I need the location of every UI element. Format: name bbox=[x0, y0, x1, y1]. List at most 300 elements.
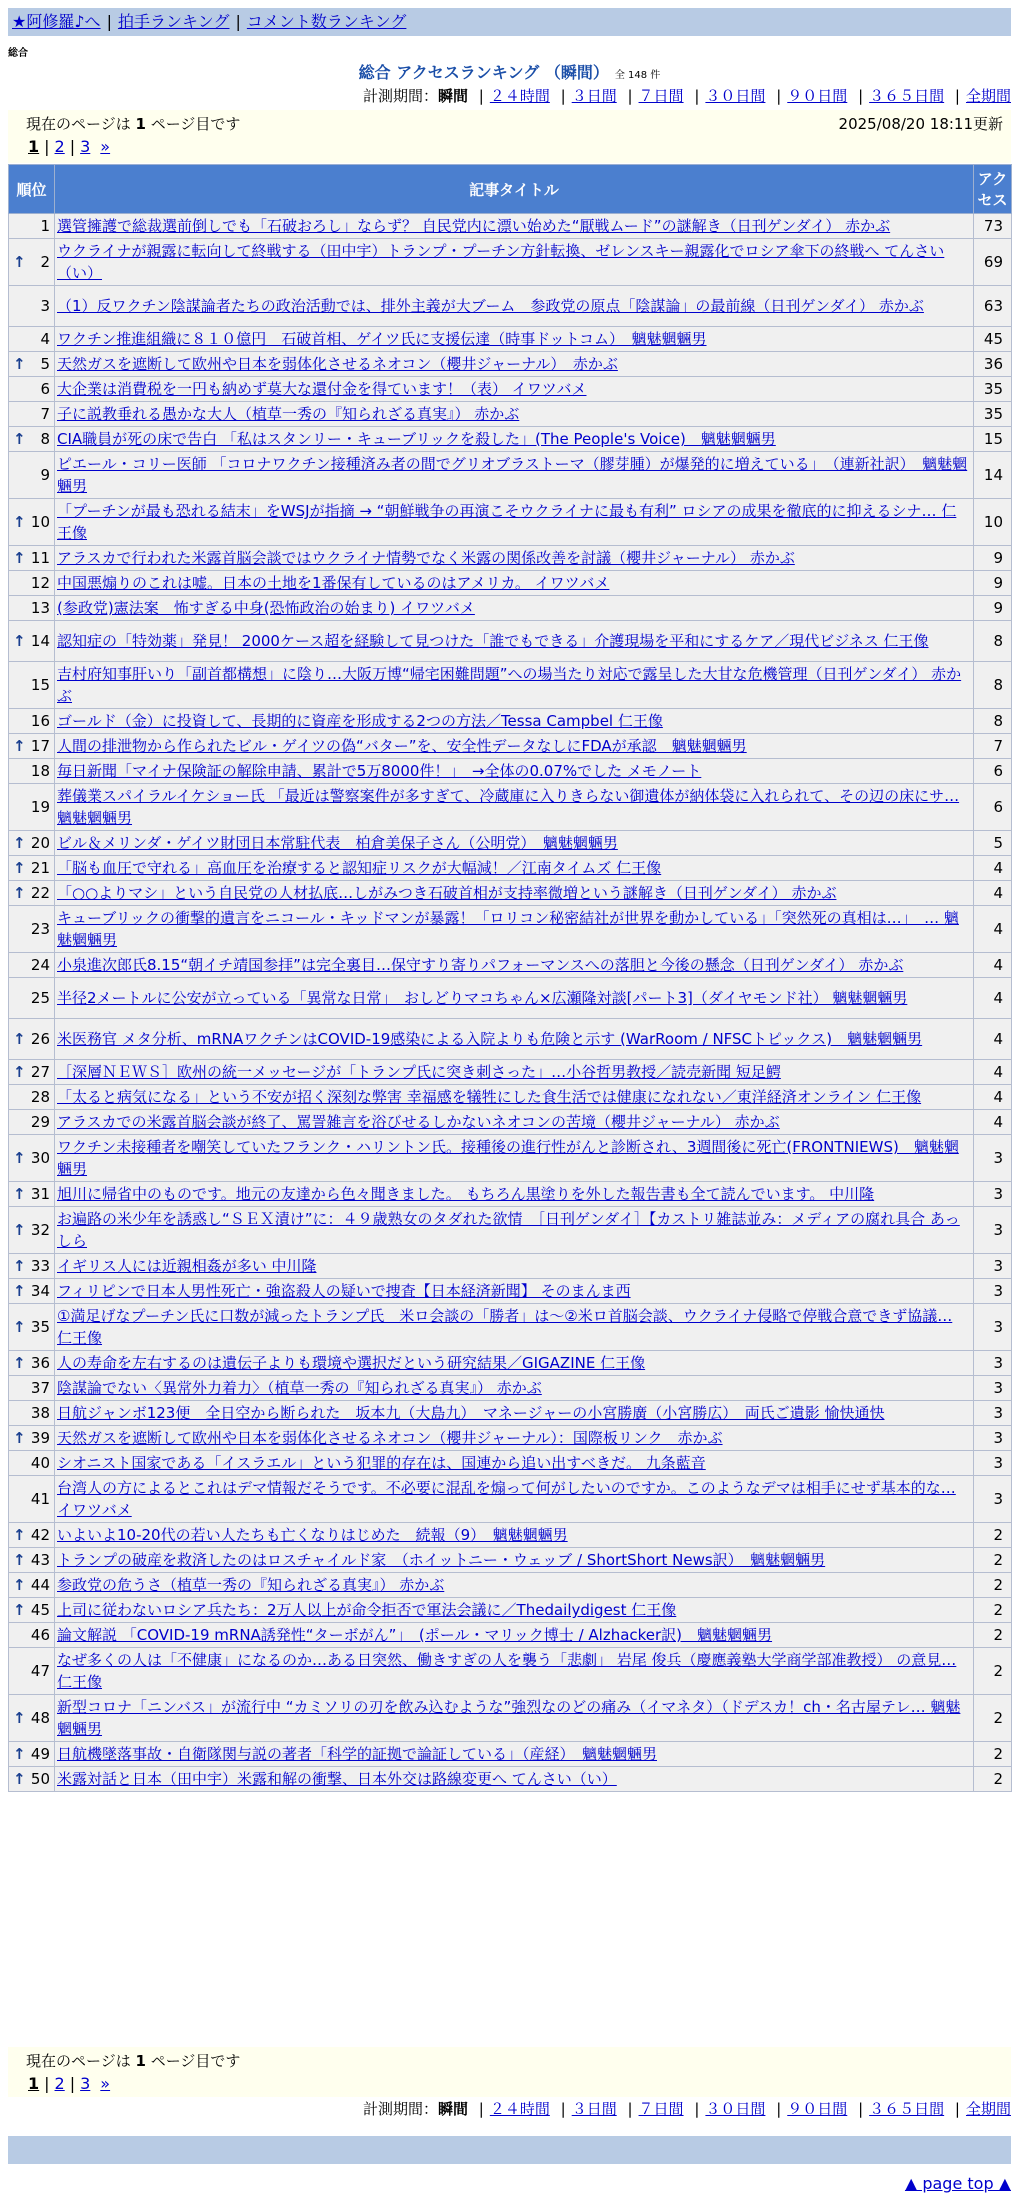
article-title-link[interactable]: 「太ると病気になる」という不安が招く深刻な弊害 幸福感を犠牲にした食生活では健康になれない／東洋経済オンライン 仁王像 bbox=[57, 1088, 922, 1106]
rank-number: 35 bbox=[30, 1318, 50, 1336]
rank-number: 23 bbox=[30, 920, 50, 938]
title-cell bbox=[55, 1695, 974, 1742]
page-title-text: 総合 アクセスランキング （瞬間） bbox=[358, 63, 609, 82]
access-count: 2 bbox=[974, 1623, 1012, 1648]
article-title-link[interactable]: いよいよ10-20代の若い人たちも亡くなりはじめた 続報（9） 魑魅魍魎男 bbox=[57, 1526, 568, 1544]
title-cell bbox=[55, 1182, 974, 1207]
rank-number: 36 bbox=[30, 1354, 50, 1372]
period-link-30d-bottom[interactable]: ３０日間 bbox=[705, 2100, 766, 2118]
page-top-link[interactable]: ▲ page top ▲ bbox=[904, 2174, 1011, 2193]
access-count: 3 bbox=[974, 1135, 1012, 1182]
access-count: 3 bbox=[974, 1401, 1012, 1426]
table-row bbox=[9, 452, 1012, 499]
rank-up-arrow-icon: ↑ bbox=[13, 1770, 26, 1788]
access-count: 3 bbox=[974, 1304, 1012, 1351]
rank-number: 46 bbox=[30, 1626, 50, 1644]
rank-number: 37 bbox=[30, 1379, 50, 1397]
rank-number: 24 bbox=[30, 956, 50, 974]
title-cell bbox=[55, 427, 974, 452]
access-count: 5 bbox=[974, 831, 1012, 856]
access-count: 4 bbox=[974, 906, 1012, 953]
title-cell bbox=[55, 881, 974, 906]
rank-up-arrow-icon: ↑ bbox=[13, 355, 26, 373]
title-cell bbox=[55, 1401, 974, 1426]
article-title-link[interactable]: アラスカでの米露首脳会談が終了、罵詈雑言を浴びせるしかないネオコンの苦境（櫻井ジャーナル） 赤かぶ bbox=[57, 1113, 780, 1131]
period-label: 計測期間： bbox=[362, 87, 438, 105]
article-title-link[interactable]: 「脳も血圧で守れる」高血圧を治療すると認知症リスクが大幅減！／江南タイムズ 仁王像 bbox=[57, 859, 662, 877]
rank-number: 39 bbox=[30, 1429, 50, 1447]
rank-number: 33 bbox=[30, 1257, 50, 1275]
rank-up-arrow-icon: ↑ bbox=[13, 253, 26, 271]
article-title-link[interactable]: 新型コロナ「ニンバス」が流行中 “カミソリの刃を飲み込むような”強烈なのどの痛み（イマネタ）（ドデスカ！ch・名古屋テレ… 魑魅魍魎男 bbox=[57, 1698, 961, 1738]
rank-cell bbox=[9, 1207, 55, 1254]
rank-number: 21 bbox=[30, 859, 50, 877]
access-count: 3 bbox=[974, 1207, 1012, 1254]
table-row bbox=[9, 1207, 1012, 1254]
table-row bbox=[9, 1767, 1012, 1792]
period-link-90d[interactable]: ９０日間 bbox=[787, 87, 848, 105]
rank-number: 13 bbox=[30, 599, 50, 617]
rank-cell bbox=[9, 1351, 55, 1376]
article-title-link[interactable]: ①満足げなプーチン氏に口数が減ったトランプ氏 米ロ会談の「勝者」は～②米ロ首脳会談、ウクライナ侵略で停戦合意できず協議… 仁王像 bbox=[57, 1307, 953, 1347]
period-link-7d[interactable]: ７日間 bbox=[638, 87, 684, 105]
article-title-link[interactable]: CIA職員が死の床で告白 「私はスタンリー・キューブリックを殺した」(The People's Voice) 魑魅魍魎男 bbox=[57, 430, 776, 448]
article-title-link[interactable]: 毎日新聞「マイナ保険証の解除申請、累計で5万8000件！」 →全体の0.07%でした メモノート bbox=[57, 762, 702, 780]
rank-up-arrow-icon: ↑ bbox=[13, 859, 26, 877]
title-cell bbox=[55, 759, 974, 784]
home-link[interactable]: ★阿修羅♪へ bbox=[12, 12, 101, 31]
title-cell bbox=[55, 784, 974, 831]
rank-up-arrow-icon: ↑ bbox=[13, 1354, 26, 1372]
access-count: 3 bbox=[974, 1376, 1012, 1401]
table-row bbox=[9, 1476, 1012, 1523]
ranking-table bbox=[8, 164, 1012, 1792]
article-title-link[interactable]: 天然ガスを遮断して欧州や日本を弱体化させるネオコン（櫻井ジャーナル）：国際板リンク 赤かぶ bbox=[57, 1429, 723, 1447]
rank-cell bbox=[9, 239, 55, 286]
table-row bbox=[9, 662, 1012, 709]
pager-links: 1 | 2 | 3 » bbox=[28, 137, 111, 156]
rank-cell bbox=[9, 1401, 55, 1426]
rank-cell bbox=[9, 1476, 55, 1523]
title-cell bbox=[55, 1254, 974, 1279]
article-title-link[interactable]: 小泉進次郎氏8.15“朝イチ靖国参拝”は完全裏目…保守すり寄りパフォーマンスへの落胆と今後の懸念（日刊ゲンダイ） 赤かぶ bbox=[57, 956, 904, 974]
title-cell bbox=[55, 377, 974, 402]
article-title-link[interactable]: 台湾人の方によるとこれはデマ情報だそうです。不必要に混乱を煽って何がしたいのですか。このようなデマは相手にせず基本的な… イワツバメ bbox=[57, 1479, 956, 1519]
rank-up-arrow-icon: ↑ bbox=[13, 632, 26, 650]
page-title bbox=[0, 60, 1019, 83]
title-cell bbox=[55, 906, 974, 953]
table-row bbox=[9, 327, 1012, 352]
page-link-3-bottom[interactable]: 3 bbox=[80, 2074, 91, 2093]
title-cell bbox=[55, 1207, 974, 1254]
rank-cell bbox=[9, 906, 55, 953]
pager-top bbox=[8, 110, 1011, 163]
access-count: 4 bbox=[974, 881, 1012, 906]
title-cell bbox=[55, 1304, 974, 1351]
period-link-7d-bottom[interactable]: ７日間 bbox=[638, 2100, 684, 2118]
page-link-3[interactable]: 3 bbox=[80, 137, 91, 156]
rank-cell bbox=[9, 978, 55, 1019]
table-row bbox=[9, 427, 1012, 452]
rank-number: 25 bbox=[30, 989, 50, 1007]
period-selector-top: 計測期間：瞬間 | ２４時間 | ３日間 | ７日間 | ３０日間 | ９０日間 | ３６５日間 | 全期間 bbox=[362, 87, 1011, 105]
rank-cell bbox=[9, 1060, 55, 1085]
table-row bbox=[9, 831, 1012, 856]
rank-number: 32 bbox=[30, 1221, 50, 1239]
rank-number: 12 bbox=[30, 574, 50, 592]
rank-number: 29 bbox=[30, 1113, 50, 1131]
title-cell bbox=[55, 452, 974, 499]
rank-number: 5 bbox=[40, 355, 50, 373]
article-title-link[interactable]: ビル＆メリンダ・ゲイツ財団日本常駐代表 柏倉美保子さん（公明党） 魑魅魍魎男 bbox=[57, 834, 618, 852]
table-row bbox=[9, 1019, 1012, 1060]
rank-number: 47 bbox=[30, 1662, 50, 1680]
rank-cell bbox=[9, 709, 55, 734]
period-current: 瞬間 bbox=[437, 87, 468, 105]
article-title-link[interactable]: 中国悪煽りのこれは嘘。日本の土地を1番保有しているのはアメリカ。 イワツバメ bbox=[57, 574, 610, 592]
access-count: 3 bbox=[974, 1279, 1012, 1304]
access-count: 35 bbox=[974, 377, 1012, 402]
rank-up-arrow-icon: ↑ bbox=[13, 1551, 26, 1569]
rank-cell bbox=[9, 214, 55, 239]
table-row bbox=[9, 286, 1012, 327]
rank-up-arrow-icon: ↑ bbox=[13, 1709, 26, 1727]
article-title-link[interactable]: ピエール・コリー医師 「コロナワクチン接種済み者の間でグリオブラストーマ（膠芽腫）が爆発的に増えている」 （連新社訳） 魑魅魍魎男 bbox=[57, 455, 968, 495]
title-cell bbox=[55, 1060, 974, 1085]
rank-up-arrow-icon: ↑ bbox=[13, 1429, 26, 1447]
page-current: 1 bbox=[28, 137, 40, 156]
access-count: 2 bbox=[974, 1548, 1012, 1573]
article-title-link[interactable]: トランプの破産を救済したのはロスチャイルド家 （ホイットニー・ウェッブ / ShortShort News訳） 魑魅魍魎男 bbox=[57, 1551, 826, 1569]
article-title-link[interactable]: 「プーチンが最も恐れる結末」をWSJが指摘 → “朝鮮戦争の再演こそウクライナに最も有利” ロシアの成果を徹底的に抑えるシナ… 仁王像 bbox=[57, 502, 957, 542]
period-link-3d[interactable]: ３日間 bbox=[571, 87, 617, 105]
rank-cell bbox=[9, 596, 55, 621]
rank-number: 3 bbox=[40, 297, 50, 315]
rank-number: 7 bbox=[40, 405, 50, 423]
table-row bbox=[9, 1182, 1012, 1207]
access-count: 36 bbox=[974, 352, 1012, 377]
table-row bbox=[9, 759, 1012, 784]
rank-number: 38 bbox=[30, 1404, 50, 1422]
access-count: 3 bbox=[974, 1426, 1012, 1451]
rank-cell bbox=[9, 1695, 55, 1742]
page-link-2[interactable]: 2 bbox=[54, 137, 65, 156]
period-link-30d[interactable]: ３０日間 bbox=[705, 87, 766, 105]
rank-cell bbox=[9, 1573, 55, 1598]
access-count: 73 bbox=[974, 214, 1012, 239]
rank-number: 15 bbox=[30, 676, 50, 694]
rank-number: 26 bbox=[30, 1030, 50, 1048]
access-count: 2 bbox=[974, 1767, 1012, 1792]
rank-number: 19 bbox=[30, 798, 50, 816]
table-row bbox=[9, 906, 1012, 953]
page-next-link-bottom[interactable]: » bbox=[100, 2074, 111, 2093]
table-row bbox=[9, 1426, 1012, 1451]
title-cell bbox=[55, 1548, 974, 1573]
item-count: 全 148 件 bbox=[614, 70, 661, 81]
article-title-link[interactable]: 選管擁護で総裁選前倒しでも「石破おろし」ならず？ 自民党内に漂い始めた“厭戦ムード”の謎解き（日刊ゲンダイ） 赤かぶ bbox=[57, 217, 891, 235]
rank-number: 17 bbox=[30, 737, 50, 755]
article-title-link[interactable]: ワクチン推進組織に８１０億円 石破首相、ゲイツ氏に支援伝達（時事ドットコム） 魑魅魍魎男 bbox=[57, 330, 707, 348]
access-count: 9 bbox=[974, 596, 1012, 621]
rank-cell bbox=[9, 1376, 55, 1401]
title-cell bbox=[55, 214, 974, 239]
article-title-link[interactable]: なぜ多くの人は「不健康」になるのか…ある日突然、働きすぎの人を襲う「悲劇」 岩尾 俊兵（慶應義塾大学商学部准教授） の意見… 仁王像 bbox=[57, 1651, 957, 1691]
rank-number: 11 bbox=[30, 549, 50, 567]
access-count: 45 bbox=[974, 327, 1012, 352]
access-count: 69 bbox=[974, 239, 1012, 286]
table-row bbox=[9, 1254, 1012, 1279]
article-title-link[interactable]: フィリピンで日本人男性死亡・強盗殺人の疑いで捜査【日本経済新聞】 そのまんま西 bbox=[57, 1282, 631, 1300]
article-title-link[interactable]: (参政党)憲法案 怖すぎる中身(恐怖政治の始まり) イワツバメ bbox=[57, 599, 475, 617]
access-count: 6 bbox=[974, 759, 1012, 784]
rank-cell bbox=[9, 621, 55, 662]
article-title-link[interactable]: ウクライナが親露に転向して終戦する（田中宇）トランプ・プーチン方針転換、ゼレンスキー親露化でロシア傘下の終戦へ てんさい（い） bbox=[57, 242, 945, 282]
article-title-link[interactable]: 参政党の危うさ（植草一秀の『知られざる真実』） 赤かぶ bbox=[57, 1576, 445, 1594]
rank-cell bbox=[9, 402, 55, 427]
title-cell bbox=[55, 1767, 974, 1792]
rank-cell bbox=[9, 1598, 55, 1623]
rank-cell bbox=[9, 452, 55, 499]
access-count: 4 bbox=[974, 953, 1012, 978]
rank-cell bbox=[9, 1623, 55, 1648]
rank-number: 22 bbox=[30, 884, 50, 902]
article-title-link[interactable]: 日航ジャンボ123便 全日空から断られた 坂本九（大島九） マネージャーの小宮勝廣（小宮勝広） 両氏ご遺影 愉快通快 bbox=[57, 1404, 885, 1422]
article-title-link[interactable]: 米露対話と日本（田中宇）米露和解の衝撃、日本外交は路線変更へ てんさい（い） bbox=[57, 1770, 617, 1788]
rank-cell bbox=[9, 352, 55, 377]
rank-cell bbox=[9, 734, 55, 759]
rank-number: 48 bbox=[30, 1709, 50, 1727]
access-count: 35 bbox=[974, 402, 1012, 427]
page-next-link[interactable]: » bbox=[100, 137, 111, 156]
rank-number: 18 bbox=[30, 762, 50, 780]
access-count: 4 bbox=[974, 1110, 1012, 1135]
access-count: 15 bbox=[974, 427, 1012, 452]
rank-up-arrow-icon: ↑ bbox=[13, 1185, 26, 1203]
rank-up-arrow-icon: ↑ bbox=[13, 1149, 26, 1167]
table-row bbox=[9, 1376, 1012, 1401]
table-row bbox=[9, 1451, 1012, 1476]
title-cell bbox=[55, 662, 974, 709]
table-row bbox=[9, 1623, 1012, 1648]
title-cell bbox=[55, 286, 974, 327]
title-cell bbox=[55, 621, 974, 662]
rank-number: 50 bbox=[30, 1770, 50, 1788]
period-link-365d[interactable]: ３６５日間 bbox=[869, 87, 945, 105]
header-access: アクセス bbox=[974, 165, 1012, 214]
rank-cell bbox=[9, 327, 55, 352]
table-row bbox=[9, 1598, 1012, 1623]
title-cell bbox=[55, 953, 974, 978]
header-rank: 順位 bbox=[9, 165, 55, 214]
header-title: 記事タイトル bbox=[55, 165, 974, 214]
rank-up-arrow-icon: ↑ bbox=[13, 737, 26, 755]
rank-cell bbox=[9, 1742, 55, 1767]
article-title-link[interactable]: 旭川に帰省中のものです。地元の友達から色々聞きました。 もちろん黒塗りを外した報告書も全て読んでいます。 中川隆 bbox=[57, 1185, 875, 1203]
rank-number: 44 bbox=[30, 1576, 50, 1594]
table-row bbox=[9, 734, 1012, 759]
table-row bbox=[9, 784, 1012, 831]
period-link-90d-bottom[interactable]: ９０日間 bbox=[787, 2100, 848, 2118]
comment-ranking-link[interactable]: コメント数ランキング bbox=[246, 12, 407, 31]
access-count: 6 bbox=[974, 784, 1012, 831]
rank-cell bbox=[9, 1135, 55, 1182]
rank-number: 49 bbox=[30, 1745, 50, 1763]
table-row bbox=[9, 239, 1012, 286]
title-cell bbox=[55, 1648, 974, 1695]
article-title-link[interactable]: ［深層ＮＥＷＳ］欧州の統一メッセージが「トランプ氏に突き刺さった」…小谷哲男教授／読売新聞 短足鰐 bbox=[57, 1063, 781, 1081]
article-title-link[interactable]: 論文解説 「COVID-19 mRNA誘発性“ターボがん”」 (ポール・マリック博士 / Alzhacker訳) 魑魅魍魎男 bbox=[57, 1626, 773, 1644]
rank-up-arrow-icon: ↑ bbox=[13, 513, 26, 531]
table-row bbox=[9, 499, 1012, 546]
rank-number: 30 bbox=[30, 1149, 50, 1167]
rank-up-arrow-icon: ↑ bbox=[13, 1576, 26, 1594]
access-count: 3 bbox=[974, 1351, 1012, 1376]
rank-cell bbox=[9, 784, 55, 831]
table-row bbox=[9, 1351, 1012, 1376]
rank-cell bbox=[9, 1019, 55, 1060]
table-row bbox=[9, 402, 1012, 427]
access-count: 2 bbox=[974, 1573, 1012, 1598]
title-cell bbox=[55, 1279, 974, 1304]
title-cell bbox=[55, 978, 974, 1019]
article-title-link[interactable]: ゴールド（金）に投資して、長期的に資産を形成する2つの方法／Tessa Campbel 仁王像 bbox=[57, 712, 663, 730]
rank-cell bbox=[9, 662, 55, 709]
clap-ranking-link[interactable]: 拍手ランキング bbox=[117, 12, 230, 31]
rank-number: 20 bbox=[30, 834, 50, 852]
rank-number: 45 bbox=[30, 1601, 50, 1619]
article-title-link[interactable]: 「○○よりマシ」という自民党の人材払底…しがみつき石破首相が支持率微増という謎解き（日刊ゲンダイ） 赤かぶ bbox=[57, 884, 837, 902]
rank-number: 28 bbox=[30, 1088, 50, 1106]
rank-cell bbox=[9, 1110, 55, 1135]
article-title-link[interactable]: アラスカで行われた米露首脳会談ではウクライナ情勢でなく米露の関係改善を討議（櫻井ジャーナル） 赤かぶ bbox=[57, 549, 795, 567]
access-count: 3 bbox=[974, 1476, 1012, 1523]
article-title-link[interactable]: 人の寿命を左右するのは遺伝子よりも環境や選択だという研究結果／GIGAZINE 仁王像 bbox=[57, 1354, 646, 1372]
rank-cell bbox=[9, 499, 55, 546]
rank-number: 1 bbox=[40, 217, 50, 235]
access-count: 10 bbox=[974, 499, 1012, 546]
access-count: 9 bbox=[974, 571, 1012, 596]
table-row bbox=[9, 546, 1012, 571]
article-title-link[interactable]: 日航機墜落事故・自衛隊関与説の著者「科学的証拠で論証している」（産経） 魑魅魍魎男 bbox=[57, 1745, 658, 1763]
access-count: 2 bbox=[974, 1598, 1012, 1623]
rank-cell bbox=[9, 1648, 55, 1695]
rank-number: 42 bbox=[30, 1526, 50, 1544]
rank-cell bbox=[9, 1548, 55, 1573]
table-row bbox=[9, 571, 1012, 596]
article-title-link[interactable]: 認知症の「特効薬」発見！ 2000ケース超を経験して見つけた「誰でもできる」介護現場を平和にするケア／現代ビジネス 仁王像 bbox=[57, 632, 929, 650]
title-cell bbox=[55, 596, 974, 621]
rank-number: 41 bbox=[30, 1490, 50, 1508]
access-count: 3 bbox=[974, 1182, 1012, 1207]
rank-cell bbox=[9, 881, 55, 906]
access-count: 2 bbox=[974, 1695, 1012, 1742]
period-link-365d-bottom[interactable]: ３６５日間 bbox=[869, 2100, 945, 2118]
article-title-link[interactable]: 子に説教垂れる愚かな大人（植草一秀の『知られざる真実』） 赤かぶ bbox=[57, 405, 520, 423]
access-count: 8 bbox=[974, 709, 1012, 734]
article-title-link[interactable]: 陰謀論でない〈異常外力着力〉（植草一秀の『知られざる真実』） 赤かぶ bbox=[57, 1379, 542, 1397]
article-title-link[interactable]: キューブリックの衝撃的遺言をニコール・キッドマンが暴露！「ロリコン秘密結社が世界を動かしている」「突然死の真相は…」 … 魑魅魍魎男 bbox=[57, 909, 959, 949]
access-count: 63 bbox=[974, 286, 1012, 327]
rank-number: 40 bbox=[30, 1454, 50, 1472]
access-count: 14 bbox=[974, 452, 1012, 499]
period-link-all[interactable]: 全期間 bbox=[965, 87, 1011, 105]
access-count: 2 bbox=[974, 1648, 1012, 1695]
rank-number: 8 bbox=[40, 430, 50, 448]
access-count: 4 bbox=[974, 1060, 1012, 1085]
pager-status: 現在のページは 1 ページ目です bbox=[26, 115, 241, 133]
title-cell bbox=[55, 831, 974, 856]
rank-cell bbox=[9, 1451, 55, 1476]
rank-cell bbox=[9, 1182, 55, 1207]
rank-number: 16 bbox=[30, 712, 50, 730]
title-cell bbox=[55, 1135, 974, 1182]
article-title-link[interactable]: 吉村府知事肝いり「副首都構想」に陰り…大阪万博“帰宅困難問題”への場当たり対応で露呈した大甘な危機管理（日刊ゲンダイ） 赤かぶ bbox=[57, 665, 962, 705]
period-link-3d-bottom[interactable]: ３日間 bbox=[571, 2100, 617, 2118]
rank-cell bbox=[9, 1279, 55, 1304]
rank-number: 14 bbox=[30, 632, 50, 650]
pager-bottom: 現在のページは 1 ページ目です 1 | 2 | 3 » bbox=[8, 2047, 1011, 2097]
article-title-link[interactable]: 半径2メートルに公安が立っている「異常な日常」 おしどりマコちゃん×広瀬隆対談[パート3]（ダイヤモンド社） 魑魅魍魎男 bbox=[57, 989, 908, 1007]
rank-up-arrow-icon: ↑ bbox=[13, 1221, 26, 1239]
rank-up-arrow-icon: ↑ bbox=[13, 1745, 26, 1763]
rank-cell bbox=[9, 286, 55, 327]
rank-cell bbox=[9, 1426, 55, 1451]
updated-time: 2025/08/20 18:11更新 bbox=[838, 115, 1003, 133]
rank-up-arrow-icon: ↑ bbox=[13, 1257, 26, 1275]
table-row bbox=[9, 1573, 1012, 1598]
article-title-link[interactable]: 上司に従わないロシア兵たち：2万人以上が命令拒否で軍法会議に／Thedailydigest 仁王像 bbox=[57, 1601, 677, 1619]
rank-number: 9 bbox=[40, 466, 50, 484]
access-count: 4 bbox=[974, 1019, 1012, 1060]
page-link-2-bottom[interactable]: 2 bbox=[54, 2074, 65, 2093]
top-nav-bar: ★阿修羅♪へ | 拍手ランキング | コメント数ランキング bbox=[8, 8, 1011, 36]
rank-cell bbox=[9, 571, 55, 596]
table-row bbox=[9, 978, 1012, 1019]
period-link-24h[interactable]: ２４時間 bbox=[489, 87, 550, 105]
article-title-link[interactable]: 米医務官 メタ分析、mRNAワクチンはCOVID-19感染による入院よりも危険と示す (WarRoom / NFSCトピックス) 魑魅魍魎男 bbox=[57, 1030, 923, 1048]
article-title-link[interactable]: シオニスト国家である「イスラエル」という犯罪的存在は、国連から追い出すべきだ。 九条藍音 bbox=[57, 1454, 706, 1472]
article-title-link[interactable]: 人間の排泄物から作られたビル・ゲイツの偽“バター”を、安全性データなしにFDAが承認 魑魅魍魎男 bbox=[57, 737, 747, 755]
table-row bbox=[9, 856, 1012, 881]
table-row bbox=[9, 214, 1012, 239]
article-title-link[interactable]: ワクチン未接種者を嘲笑していたフランク・ハリントン氏。接種後の進行性がんと診断され、3週間後に死亡(FRONTNIEWS) 魑魅魍魎男 bbox=[57, 1138, 959, 1178]
rank-cell bbox=[9, 1304, 55, 1351]
period-selector-bottom: 計測期間：瞬間 | ２４時間 | ３日間 | ７日間 | ３０日間 | ９０日間 | ３６５日間 | 全期間 bbox=[362, 2100, 1011, 2118]
article-title-link[interactable]: イギリス人には近親相姦が多い 中川隆 bbox=[57, 1257, 317, 1275]
rank-number: 10 bbox=[30, 513, 50, 531]
rank-up-arrow-icon: ↑ bbox=[13, 834, 26, 852]
period-link-all-bottom[interactable]: 全期間 bbox=[965, 2100, 1011, 2118]
article-title-link[interactable]: 大企業は消費税を一円も納めず莫大な還付金を得ています！（表） イワツバメ bbox=[57, 380, 587, 398]
access-count: 3 bbox=[974, 1254, 1012, 1279]
table-row bbox=[9, 1135, 1012, 1182]
title-cell bbox=[55, 1623, 974, 1648]
title-cell bbox=[55, 856, 974, 881]
rank-cell bbox=[9, 1085, 55, 1110]
bottom-bar bbox=[8, 2136, 1011, 2164]
table-row bbox=[9, 1742, 1012, 1767]
article-title-link[interactable]: お遍路の米少年を誘惑し“ＳＥＸ漬け”に：４９歳熟女のタダれた欲情 ［日刊ゲンダイ］【カストリ雑誌並み：メディアの腐れ具合 あっしら bbox=[57, 1210, 960, 1250]
title-cell bbox=[55, 1742, 974, 1767]
article-title-link[interactable]: 葬儀業スパイラルイケショー氏 「最近は警察案件が多すぎて、冷蔵庫に入りきらない御遺体が納体袋に入れられて、その辺の床にサ… 魑魅魍魎男 bbox=[57, 787, 960, 827]
rank-cell bbox=[9, 831, 55, 856]
title-cell bbox=[55, 1351, 974, 1376]
title-cell bbox=[55, 1110, 974, 1135]
article-title-link[interactable]: 天然ガスを遮断して欧州や日本を弱体化させるネオコン（櫻井ジャーナル） 赤かぶ bbox=[57, 355, 618, 373]
article-title-link[interactable]: （1）反ワクチン陰謀論者たちの政治活動では、排外主義が大ブーム 参政党の原点「陰謀論」の最前線（日刊ゲンダイ） 赤かぶ bbox=[57, 297, 924, 315]
period-link-24h-bottom[interactable]: ２４時間 bbox=[489, 2100, 550, 2118]
